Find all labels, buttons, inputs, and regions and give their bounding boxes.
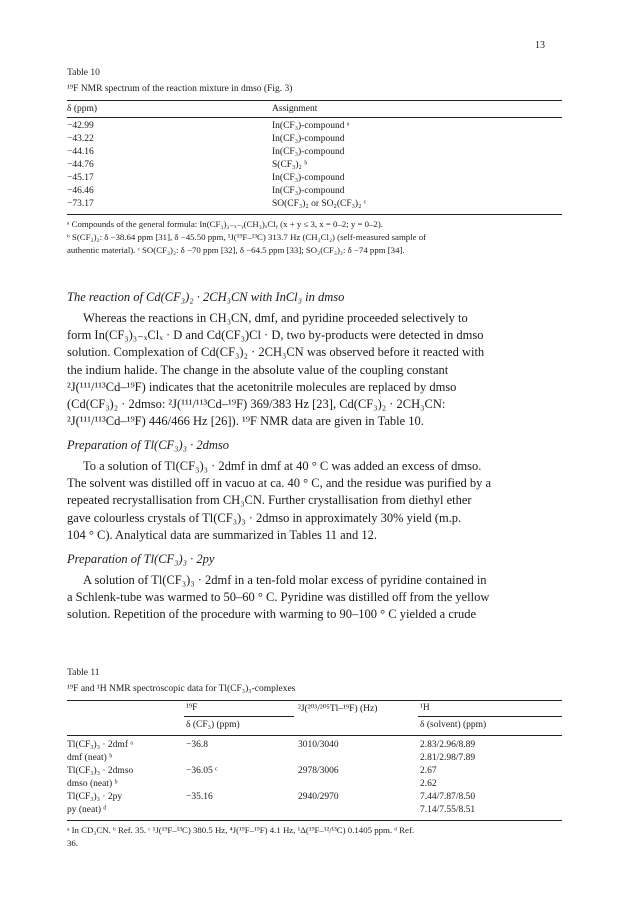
table11-cell-delta: −36.8	[186, 740, 208, 750]
table11-cell-solvent: 7.14/7.55/8.51	[420, 805, 476, 815]
table11-cell-coupling: 2940/2970	[298, 792, 339, 802]
table11-cell-solvent: 2.83/2.96/8.89	[420, 740, 476, 750]
section-paragraph-cd-reaction	[67, 310, 562, 430]
table10-cell-assignment: In(CF₃)-compound	[272, 147, 345, 157]
table10-cell-delta: −46.46	[67, 186, 94, 196]
table11-cell-solvent: 2.81/2.98/7.89	[420, 753, 476, 763]
table11-cell-delta: −36.05 ᶜ	[186, 766, 218, 776]
table11-cell-compound: Tl(CF₃)₃ · 2dmso	[67, 766, 134, 776]
table11-footnote: 36.	[67, 838, 78, 848]
table10-header-rule	[67, 117, 562, 118]
table10-footnote: ᵇ S(CF₃)₂: δ −38.64 ppm [31], δ −45.50 ppm, ¹J(¹⁹F–¹³C) 313.7 Hz (CH₂Cl₂) (self-measured sample of	[67, 232, 427, 242]
table11-label: Table 11	[67, 668, 100, 678]
table10-footnote: ᵃ Compounds of the general formula: In(CF₃)₃₋ₓ₋ᵧ(CH₃)ₓClᵧ (x + y ≤ 3, x = 0–2; y = 0–2).	[67, 219, 383, 229]
table11-cell-compound: dmf (neat) ᵇ	[67, 753, 113, 763]
section-paragraph-tl-py	[67, 572, 562, 624]
table10-header-assignment: Assignment	[272, 104, 318, 114]
table11-title: ¹⁹F and ¹H NMR spectroscopic data for Tl(CF₃)₃-complexes	[67, 684, 296, 694]
table10-cell-delta: −73.17	[67, 199, 94, 209]
table10-cell-assignment: In(CF₃)-compound	[272, 134, 345, 144]
table11-cell-compound: py (neat) ᵈ	[67, 805, 107, 815]
table11-top-rule	[67, 700, 562, 701]
paragraph-line: solution. Repetition of the procedure with warming to 90–100 ° C yielded a crude	[67, 607, 477, 622]
table11-subheader-rule	[418, 716, 562, 717]
table10-top-rule	[67, 100, 562, 101]
table11-cell-coupling: 3010/3040	[298, 740, 339, 750]
table11-header-delta-solvent: δ (solvent) (ppm)	[420, 720, 487, 730]
paragraph-line: ²J(¹¹¹/¹¹³Cd–¹⁹F) indicates that the acetonitrile molecules are replaced by dmso	[67, 379, 457, 394]
paragraph-line: repeated recrystallisation from CH₃CN. Further crystallisation from diethyl ether	[67, 493, 472, 508]
paragraph-line: gave colourless crystals of Tl(CF₃)₃ · 2dmso in approximately 30% yield (m.p.	[67, 510, 462, 525]
table10-footnotes	[67, 218, 562, 257]
table11-cell-solvent: 2.67	[420, 766, 437, 776]
table10-cell-assignment: In(CF₃)-compound ᵃ	[272, 121, 350, 131]
paragraph-line: To a solution of Tl(CF₃)₃ · 2dmf in dmf at 40 ° C was added an excess of dmso.	[83, 459, 482, 473]
table11-cell-compound: Tl(CF₃)₃ · 2py	[67, 792, 123, 802]
table10-title: ¹⁹F NMR spectrum of the reaction mixture in dmso (Fig. 3)	[67, 84, 293, 94]
table11-footnote: ᵃ In CD₃CN. ᵇ Ref. 35. ᶜ ¹J(¹⁹F–¹³C) 380.5 Hz, ⁴J(¹⁹F–¹⁹F) 4.1 Hz, ¹Δ(¹⁹F–¹²/¹³C) 0.1405 ppm. ᵈ Ref.	[67, 825, 415, 835]
table11-cell-solvent: 7.44/7.87/8.50	[420, 792, 476, 802]
table11-header-coupling: ²J(²⁰³/²⁰⁵Tl–¹⁹F) (Hz)	[298, 704, 378, 714]
table10-footnote: authentic material). ᶜ SO(CF₃)₂: δ −70 ppm [32], δ −64.5 ppm [33]; SO₂(CF₃)₂: δ −74 ppm [34].	[67, 245, 405, 255]
table10-header-delta: δ (ppm)	[67, 104, 98, 114]
table10-cell-assignment: In(CF₃)-compound	[272, 173, 345, 183]
table10-cell-assignment: S(CF₃)₂ ᵇ	[272, 160, 308, 170]
table11-header-delta-cf3: δ (CF₃) (ppm)	[186, 720, 240, 730]
paragraph-line: a Schlenk-tube was warmed to 50–60 ° C. Pyridine was distilled off from the yellow	[67, 590, 490, 605]
paragraph-line: ²J(¹¹¹/¹¹³Cd–¹⁹F) 446/466 Hz [26]). ¹⁹F NMR data are given in Table 10.	[67, 414, 424, 429]
paragraph-line: (Cd(CF₃)₂ · 2dmso: ²J(¹¹¹/¹¹³Cd–¹⁹F) 369/383 Hz [23], Cd(CF₃)₂ · 2CH₃CN:	[67, 397, 446, 412]
paragraph-line: the indium halide. The change in the absolute value of the coupling constant	[67, 362, 449, 377]
table10-cell-assignment: SO(CF₃)₂ or SO₂(CF₃)₂ ᶜ	[272, 199, 367, 209]
page-number: 13	[535, 40, 545, 51]
paragraph-line: Whereas the reactions in CH₃CN, dmf, and pyridine proceeded selectively to	[83, 311, 468, 325]
section-paragraph-tl-dmso	[67, 458, 562, 544]
table10-bottom-rule	[67, 214, 562, 215]
table11-footnotes	[67, 824, 562, 850]
table11-cell-coupling: 2978/3006	[298, 766, 339, 776]
paragraph-line: solution. Complexation of Cd(CF₃)₂ · 2CH₃CN was observed before it reacted with	[67, 345, 485, 360]
table11-header-rule	[67, 735, 562, 736]
paragraph-line: A solution of Tl(CF₃)₃ · 2dmf in a ten-fold molar excess of pyridine contained in	[83, 573, 487, 587]
paragraph-line: form In(CF₃)₃₋ₓClₓ · D and Cd(CF₃)Cl · D, two by-products were detected in dmso	[67, 328, 484, 343]
table11-cell-delta: −35.16	[186, 792, 213, 802]
table10-cell-delta: −44.16	[67, 147, 94, 157]
table10-cell-delta: −43.22	[67, 134, 94, 144]
table10-cell-assignment: In(CF₃)-compound	[272, 186, 345, 196]
section-heading-tl-dmso: Preparation of Tl(CF₃)₃ · 2dmso	[67, 438, 230, 452]
section-heading-cd-reaction: The reaction of Cd(CF₃)₂ · 2CH₃CN with InCl₃ in dmso	[67, 290, 345, 304]
table10-cell-delta: −45.17	[67, 173, 94, 183]
table10-label: Table 10	[67, 68, 100, 78]
paragraph-line: The solvent was distilled off in vacuo at ca. 40 ° C, and the residue was purified by a	[67, 476, 492, 491]
table11-cell-compound: Tl(CF₃)₃ · 2dmf ᵃ	[67, 740, 133, 750]
table11-header-19f: ¹⁹F	[186, 703, 198, 713]
table10-cell-delta: −42.99	[67, 121, 94, 131]
table11-bottom-rule	[67, 820, 562, 821]
paragraph-line: 104 ° C). Analytical data are summarized in Tables 11 and 12.	[67, 527, 377, 542]
table10-cell-delta: −44.76	[67, 160, 94, 170]
table11-cell-compound: dmso (neat) ᵇ	[67, 779, 118, 789]
table11-subheader-rule	[184, 716, 294, 717]
section-heading-tl-py: Preparation of Tl(CF₃)₃ · 2py	[67, 552, 215, 566]
table11-cell-solvent: 2.62	[420, 779, 437, 789]
table11-header-1h: ¹H	[420, 703, 430, 713]
